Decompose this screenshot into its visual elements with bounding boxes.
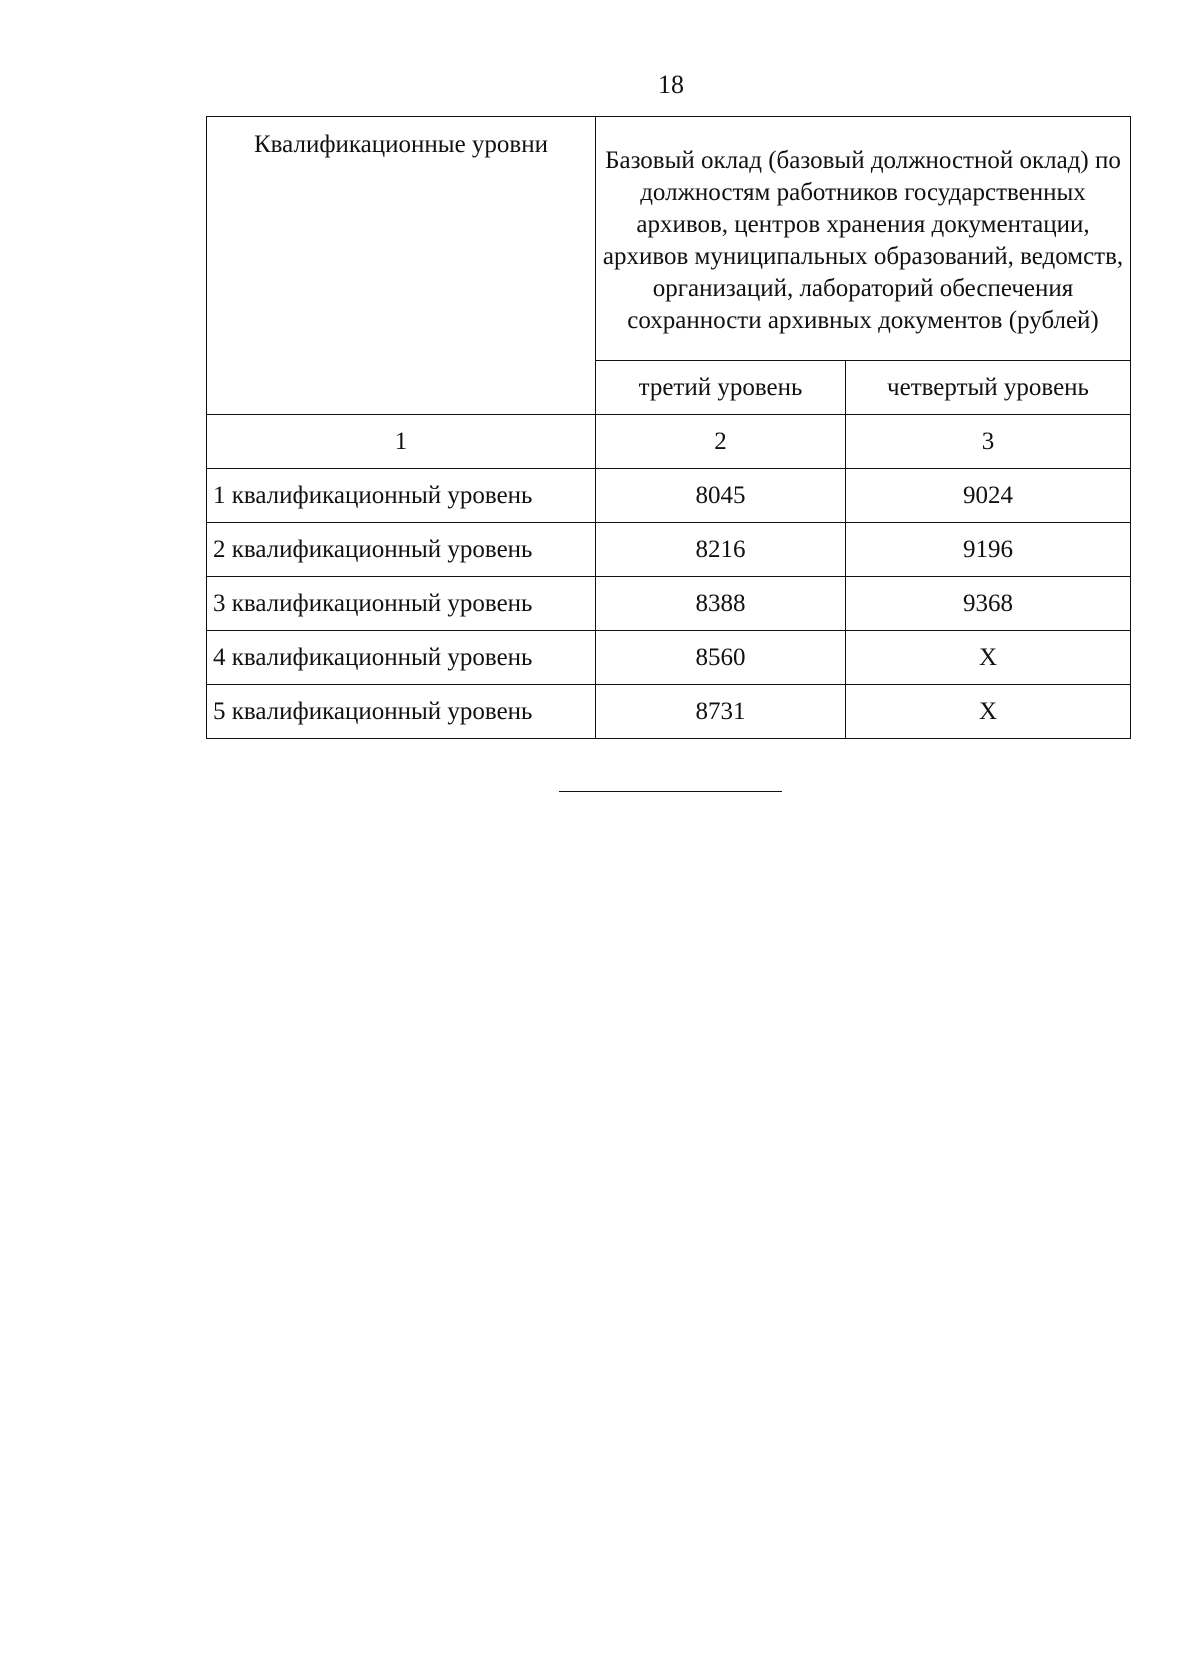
table-row — [207, 577, 1131, 631]
column-numbers-row — [207, 415, 1131, 469]
end-of-document-rule — [559, 791, 782, 792]
fourth-level-value: X — [846, 685, 1131, 739]
table-row — [207, 523, 1131, 577]
fourth-level-value: 9024 — [846, 469, 1131, 523]
third-level-value: 8045 — [596, 469, 846, 523]
salary-table — [206, 116, 1131, 739]
third-level-value: 8731 — [596, 685, 846, 739]
column-number: 1 — [207, 415, 596, 469]
row-label: 1 квалификационный уровень — [207, 469, 596, 523]
fourth-level-value: X — [846, 631, 1131, 685]
row-label: 5 квалификационный уровень — [207, 685, 596, 739]
row-label: 4 квалификационный уровень — [207, 631, 596, 685]
page-number: 18 — [658, 70, 684, 99]
column-number: 3 — [846, 415, 1131, 469]
table-header-row — [207, 117, 1131, 361]
table-row — [207, 469, 1131, 523]
row-label: 2 квалификационный уровень — [207, 523, 596, 577]
header-fourth-level: четвертый уровень — [846, 361, 1131, 415]
table-row — [207, 631, 1131, 685]
third-level-value: 8388 — [596, 577, 846, 631]
header-levels: Квалификационные уровни — [207, 117, 596, 415]
fourth-level-value: 9368 — [846, 577, 1131, 631]
table-row — [207, 685, 1131, 739]
third-level-value: 8560 — [596, 631, 846, 685]
row-label: 3 квалификационный уровень — [207, 577, 596, 631]
header-base-salary: Базовый оклад (базовый должностной оклад) по должностям работников государственных архивов, центров хранения документации, архивов муниципальных образований, ведомств, организаций, лабораторий обеспечения сохранности архивных документов (рублей) — [596, 117, 1131, 361]
fourth-level-value: 9196 — [846, 523, 1131, 577]
third-level-value: 8216 — [596, 523, 846, 577]
header-third-level: третий уровень — [596, 361, 846, 415]
column-number: 2 — [596, 415, 846, 469]
